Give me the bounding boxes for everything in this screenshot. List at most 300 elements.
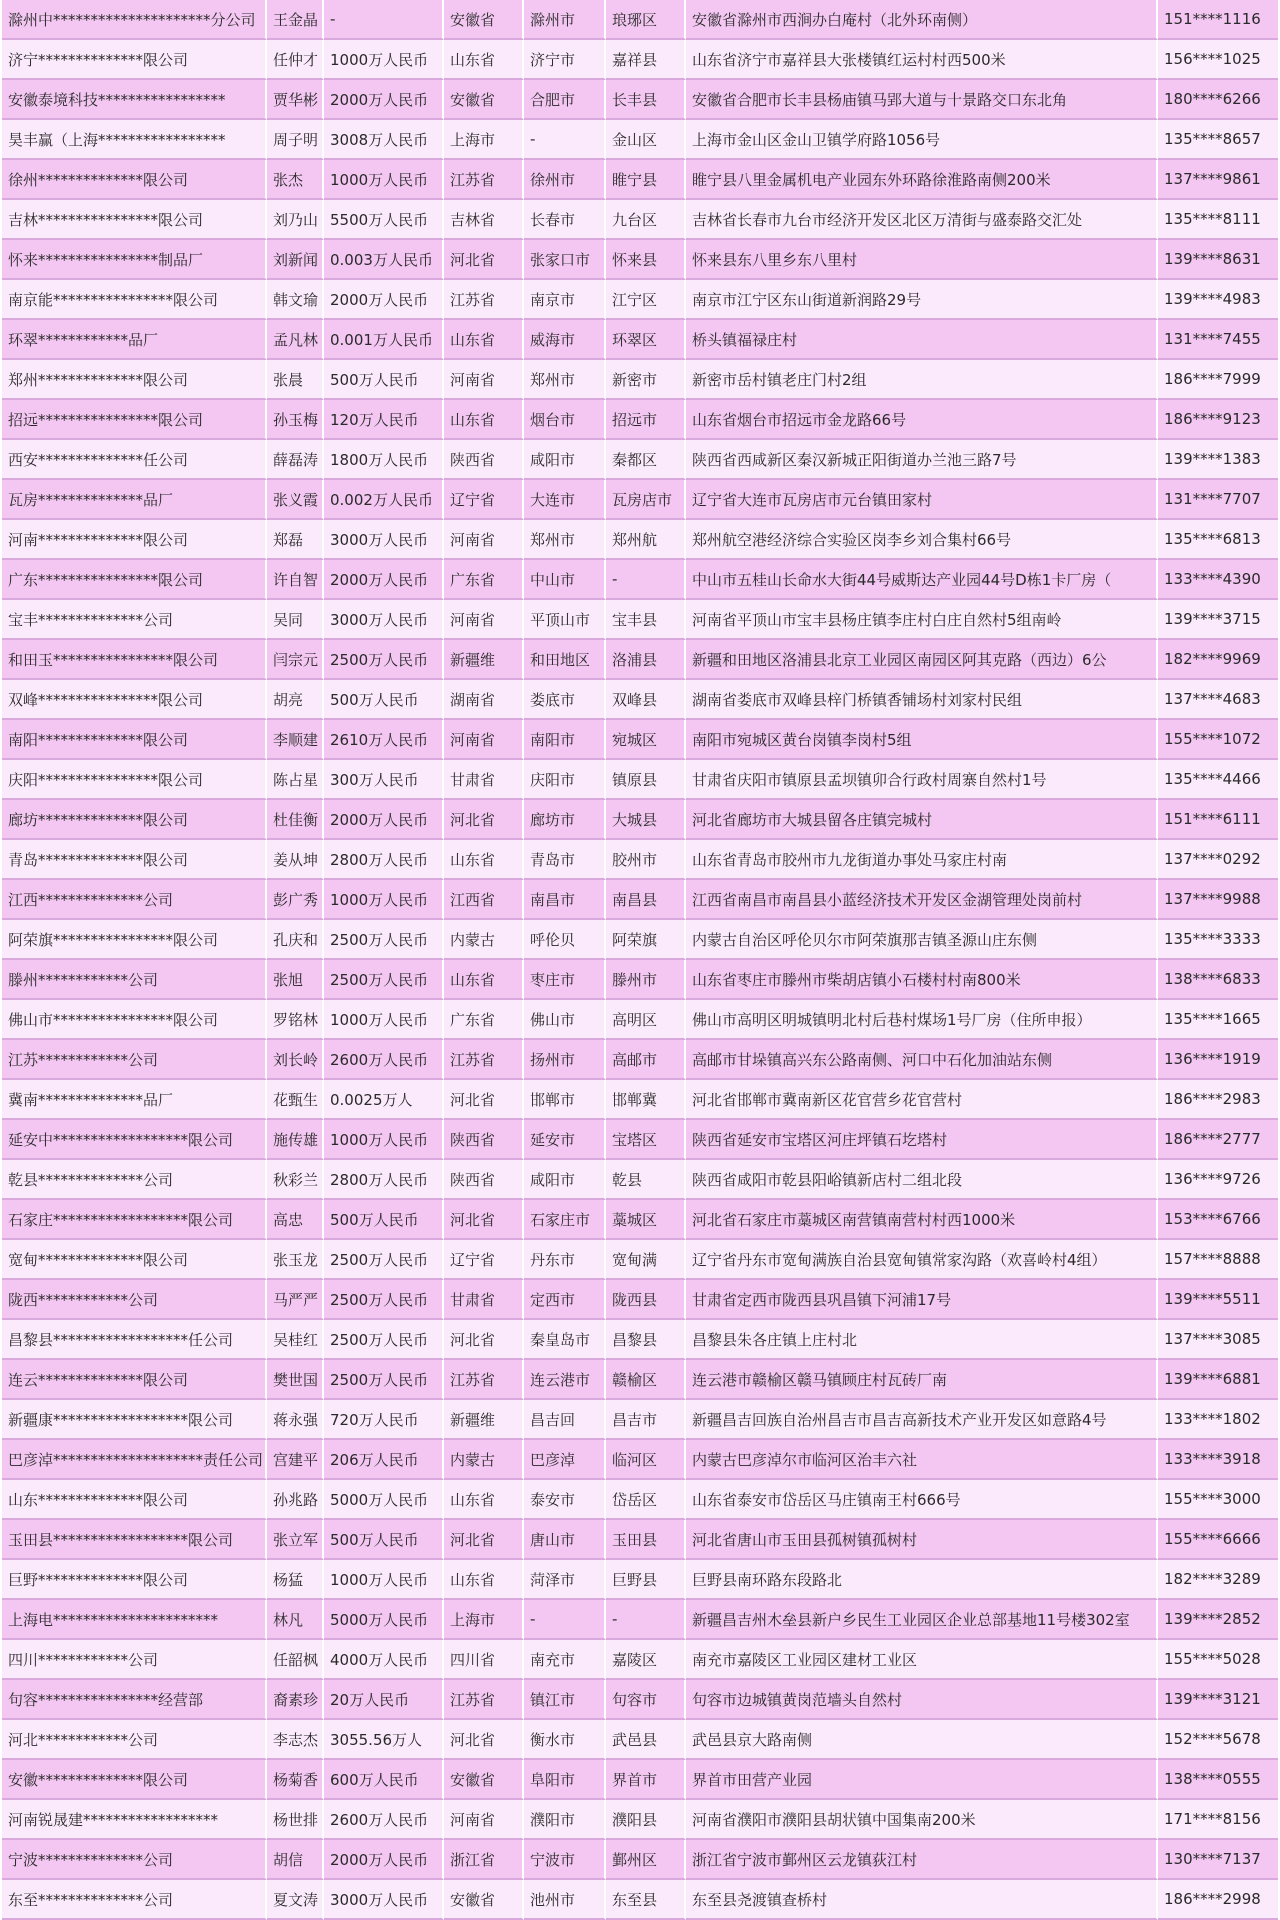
district-cell: 胶州市 [606, 840, 686, 880]
table-row [2, 600, 1278, 640]
district-cell: 昌吉市 [606, 1400, 686, 1440]
province-cell: 山东省 [444, 400, 524, 440]
phone-cell: 139****3715 [1158, 600, 1278, 640]
district-cell: 邯郸冀 [606, 1080, 686, 1120]
district-cell: 玉田县 [606, 1520, 686, 1560]
contact-cell: 李志杰 [267, 1720, 324, 1760]
contact-cell: 樊世国 [267, 1360, 324, 1400]
contact-cell: 马严严 [267, 1280, 324, 1320]
district-cell: 嘉祥县 [606, 40, 686, 80]
contact-cell: 姜从坤 [267, 840, 324, 880]
table-row [2, 40, 1278, 80]
company-name-cell: 玉田县******************限公司 [2, 1520, 267, 1560]
company-name-cell: 徐州**************限公司 [2, 160, 267, 200]
company-name-cell: 双峰****************限公司 [2, 680, 267, 720]
city-cell: 郑州市 [524, 360, 606, 400]
phone-cell: 155****3000 [1158, 1480, 1278, 1520]
company-name-cell: 环翠************品厂 [2, 320, 267, 360]
city-cell: 呼伦贝 [524, 920, 606, 960]
capital-cell: 5000万人民币 [324, 1600, 444, 1640]
city-cell: 衡水市 [524, 1720, 606, 1760]
phone-cell: 186****9123 [1158, 400, 1278, 440]
province-cell: 山东省 [444, 40, 524, 80]
city-cell: 张家口市 [524, 240, 606, 280]
capital-cell: 206万人民币 [324, 1440, 444, 1480]
address-cell: 河南省濮阳市濮阳县胡状镇中国集南200米 [686, 1800, 1158, 1840]
table-row [2, 560, 1278, 600]
address-cell: 山东省枣庄市滕州市柴胡店镇小石楼村村南800米 [686, 960, 1158, 1000]
district-cell: 大城县 [606, 800, 686, 840]
address-cell: 陕西省延安市宝塔区河庄坪镇石圪塔村 [686, 1120, 1158, 1160]
phone-cell: 135****3333 [1158, 920, 1278, 960]
province-cell: 河南省 [444, 520, 524, 560]
district-cell: 双峰县 [606, 680, 686, 720]
company-name-cell: 庆阳****************限公司 [2, 760, 267, 800]
city-cell: 枣庄市 [524, 960, 606, 1000]
address-cell: 南阳市宛城区黄台岗镇李岗村5组 [686, 720, 1158, 760]
capital-cell: 1800万人民币 [324, 440, 444, 480]
province-cell: 山东省 [444, 960, 524, 1000]
address-cell: 新疆昌吉州木垒县新户乡民生工业园区企业总部基地11号楼302室 [686, 1600, 1158, 1640]
province-cell: 河北省 [444, 1200, 524, 1240]
table-row [2, 640, 1278, 680]
company-name-cell: 河北************公司 [2, 1720, 267, 1760]
city-cell: 佛山市 [524, 1000, 606, 1040]
phone-cell: 131****7707 [1158, 480, 1278, 520]
contact-cell: 李顺建 [267, 720, 324, 760]
city-cell: 宁波市 [524, 1840, 606, 1880]
district-cell: 郑州航 [606, 520, 686, 560]
capital-cell: 2500万人民币 [324, 960, 444, 1000]
city-cell: 巴彦淖 [524, 1440, 606, 1480]
district-cell: 江宁区 [606, 280, 686, 320]
capital-cell: 120万人民币 [324, 400, 444, 440]
phone-cell: 139****5511 [1158, 1280, 1278, 1320]
province-cell: 广东省 [444, 1000, 524, 1040]
city-cell: 菏泽市 [524, 1560, 606, 1600]
company-name-cell: 陇西************公司 [2, 1280, 267, 1320]
province-cell: 河南省 [444, 720, 524, 760]
province-cell: 江苏省 [444, 1680, 524, 1720]
capital-cell: 3055.56万人 [324, 1720, 444, 1760]
contact-cell: 孙兆路 [267, 1480, 324, 1520]
capital-cell: 2610万人民币 [324, 720, 444, 760]
phone-cell: 155****1072 [1158, 720, 1278, 760]
capital-cell: 2500万人民币 [324, 920, 444, 960]
city-cell: 大连市 [524, 480, 606, 520]
province-cell: 安徽省 [444, 0, 524, 40]
contact-cell: 彭广秀 [267, 880, 324, 920]
table-row [2, 1560, 1278, 1600]
company-name-cell: 巴彦淖********************责任公司 [2, 1440, 267, 1480]
contact-cell: 周子明 [267, 120, 324, 160]
phone-cell: 131****7455 [1158, 320, 1278, 360]
capital-cell: 0.0025万人 [324, 1080, 444, 1120]
phone-cell: 186****7999 [1158, 360, 1278, 400]
address-cell: 句容市边城镇黄岗范墙头自然村 [686, 1680, 1158, 1720]
city-cell: 廊坊市 [524, 800, 606, 840]
capital-cell: 0.001万人民币 [324, 320, 444, 360]
phone-cell: 151****6111 [1158, 800, 1278, 840]
city-cell: 徐州市 [524, 160, 606, 200]
city-cell: 秦皇岛市 [524, 1320, 606, 1360]
district-cell: 陇西县 [606, 1280, 686, 1320]
company-name-cell: 郑州**************限公司 [2, 360, 267, 400]
district-cell: 乾县 [606, 1160, 686, 1200]
table-row [2, 120, 1278, 160]
company-name-cell: 新疆康******************限公司 [2, 1400, 267, 1440]
phone-cell: 139****4983 [1158, 280, 1278, 320]
capital-cell: - [324, 0, 444, 40]
company-name-cell: 延安中******************限公司 [2, 1120, 267, 1160]
district-cell: 界首市 [606, 1760, 686, 1800]
capital-cell: 500万人民币 [324, 1520, 444, 1560]
contact-cell: 蒋永强 [267, 1400, 324, 1440]
phone-cell: 139****1383 [1158, 440, 1278, 480]
capital-cell: 0.003万人民币 [324, 240, 444, 280]
district-cell: 阿荣旗 [606, 920, 686, 960]
table-row [2, 80, 1278, 120]
contact-cell: 林凡 [267, 1600, 324, 1640]
contact-cell: 贾华彬 [267, 80, 324, 120]
capital-cell: 1000万人民币 [324, 880, 444, 920]
province-cell: 陕西省 [444, 1120, 524, 1160]
city-cell: 连云港市 [524, 1360, 606, 1400]
company-name-cell: 乾县**************公司 [2, 1160, 267, 1200]
city-cell: 南昌市 [524, 880, 606, 920]
phone-cell: 136****1919 [1158, 1040, 1278, 1080]
capital-cell: 2500万人民币 [324, 1320, 444, 1360]
company-name-cell: 招远****************限公司 [2, 400, 267, 440]
province-cell: 上海市 [444, 1600, 524, 1640]
city-cell: 邯郸市 [524, 1080, 606, 1120]
phone-cell: 157****8888 [1158, 1240, 1278, 1280]
address-cell: 高邮市甘垛镇高兴东公路南侧、河口中石化加油站东侧 [686, 1040, 1158, 1080]
table-row [2, 1280, 1278, 1320]
capital-cell: 2500万人民币 [324, 1240, 444, 1280]
table-row [2, 400, 1278, 440]
company-name-cell: 南阳**************限公司 [2, 720, 267, 760]
phone-cell: 139****3121 [1158, 1680, 1278, 1720]
contact-cell: 花甄生 [267, 1080, 324, 1120]
capital-cell: 720万人民币 [324, 1400, 444, 1440]
city-cell: 娄底市 [524, 680, 606, 720]
district-cell: 昌黎县 [606, 1320, 686, 1360]
contact-cell: 吴桂红 [267, 1320, 324, 1360]
phone-cell: 137****3085 [1158, 1320, 1278, 1360]
phone-cell: 155****6666 [1158, 1520, 1278, 1560]
address-cell: 安徽省滁州市西涧办白庵村（北外环南侧） [686, 0, 1158, 40]
city-cell: 南充市 [524, 1640, 606, 1680]
address-cell: 山东省青岛市胶州市九龙街道办事处马家庄村南 [686, 840, 1158, 880]
address-cell: 江西省南昌市南昌县小蓝经济技术开发区金湖管理处岗前村 [686, 880, 1158, 920]
company-name-cell: 青岛**************限公司 [2, 840, 267, 880]
contact-cell: 刘乃山 [267, 200, 324, 240]
district-cell: 临河区 [606, 1440, 686, 1480]
capital-cell: 0.002万人民币 [324, 480, 444, 520]
province-cell: 安徽省 [444, 80, 524, 120]
capital-cell: 2500万人民币 [324, 1280, 444, 1320]
address-cell: 睢宁县八里金属机电产业园东外环路徐淮路南侧200米 [686, 160, 1158, 200]
province-cell: 甘肃省 [444, 1280, 524, 1320]
capital-cell: 1000万人民币 [324, 1120, 444, 1160]
company-name-cell: 廊坊**************限公司 [2, 800, 267, 840]
province-cell: 甘肃省 [444, 760, 524, 800]
address-cell: 上海市金山区金山卫镇学府路1056号 [686, 120, 1158, 160]
contact-cell: 闫宗元 [267, 640, 324, 680]
district-cell: 洛浦县 [606, 640, 686, 680]
contact-cell: 张晨 [267, 360, 324, 400]
city-cell: 青岛市 [524, 840, 606, 880]
table-row [2, 760, 1278, 800]
district-cell: 宛城区 [606, 720, 686, 760]
table-row [2, 240, 1278, 280]
city-cell: 平顶山市 [524, 600, 606, 640]
contact-cell: 郑磊 [267, 520, 324, 560]
contact-cell: 许自智 [267, 560, 324, 600]
contact-cell: 施传雄 [267, 1120, 324, 1160]
address-cell: 辽宁省丹东市宽甸满族自治县宽甸镇常家沟路（欢喜岭村4组） [686, 1240, 1158, 1280]
city-cell: 丹东市 [524, 1240, 606, 1280]
address-cell: 甘肃省庆阳市镇原县孟坝镇卯合行政村周寨自然村1号 [686, 760, 1158, 800]
address-cell: 佛山市高明区明城镇明北村后巷村煤场1号厂房（住所申报） [686, 1000, 1158, 1040]
table-row [2, 1160, 1278, 1200]
address-cell: 武邑县京大路南侧 [686, 1720, 1158, 1760]
province-cell: 河北省 [444, 1520, 524, 1560]
contact-cell: 刘长岭 [267, 1040, 324, 1080]
address-cell: 新密市岳村镇老庄门村2组 [686, 360, 1158, 400]
company-name-cell: 昊丰赢（上海***************** [2, 120, 267, 160]
province-cell: 安徽省 [444, 1880, 524, 1920]
company-name-cell: 安徽泰境科技***************** [2, 80, 267, 120]
phone-cell: 135****1665 [1158, 1000, 1278, 1040]
capital-cell: 3000万人民币 [324, 600, 444, 640]
company-name-cell: 河南锐晟建****************** [2, 1800, 267, 1840]
city-cell: 扬州市 [524, 1040, 606, 1080]
city-cell: 延安市 [524, 1120, 606, 1160]
capital-cell: 5000万人民币 [324, 1480, 444, 1520]
phone-cell: 133****4390 [1158, 560, 1278, 600]
district-cell: 濮阳县 [606, 1800, 686, 1840]
address-cell: 南充市嘉陵区工业园区建材工业区 [686, 1640, 1158, 1680]
capital-cell: 2600万人民币 [324, 1040, 444, 1080]
table-row [2, 480, 1278, 520]
capital-cell: 3008万人民币 [324, 120, 444, 160]
province-cell: 吉林省 [444, 200, 524, 240]
company-name-cell: 和田玉****************限公司 [2, 640, 267, 680]
province-cell: 山东省 [444, 1480, 524, 1520]
district-cell: 巨野县 [606, 1560, 686, 1600]
company-name-cell: 济宁**************限公司 [2, 40, 267, 80]
city-cell: 和田地区 [524, 640, 606, 680]
province-cell: 辽宁省 [444, 1240, 524, 1280]
table-row [2, 1480, 1278, 1520]
province-cell: 江苏省 [444, 160, 524, 200]
contact-cell: 张立军 [267, 1520, 324, 1560]
phone-cell: 138****6833 [1158, 960, 1278, 1000]
district-cell: 长丰县 [606, 80, 686, 120]
phone-cell: 136****9726 [1158, 1160, 1278, 1200]
company-name-cell: 佛山市****************限公司 [2, 1000, 267, 1040]
city-cell: 唐山市 [524, 1520, 606, 1560]
district-cell: 瓦房店市 [606, 480, 686, 520]
city-cell: 庆阳市 [524, 760, 606, 800]
contact-cell: 吴同 [267, 600, 324, 640]
province-cell: 湖南省 [444, 680, 524, 720]
address-cell: 东至县尧渡镇查桥村 [686, 1880, 1158, 1920]
table-row [2, 440, 1278, 480]
district-cell: 鄞州区 [606, 1840, 686, 1880]
capital-cell: 300万人民币 [324, 760, 444, 800]
contact-cell: 杨世排 [267, 1800, 324, 1840]
phone-cell: 137****9861 [1158, 160, 1278, 200]
address-cell: 新疆和田地区洛浦县北京工业园区南园区阿其克路（西边）6公 [686, 640, 1158, 680]
table-row [2, 840, 1278, 880]
contact-cell: 张义霞 [267, 480, 324, 520]
contact-cell: 宫建平 [267, 1440, 324, 1480]
capital-cell: 2000万人民币 [324, 280, 444, 320]
table-row [2, 800, 1278, 840]
city-cell: 滁州市 [524, 0, 606, 40]
district-cell: 环翠区 [606, 320, 686, 360]
table-row [2, 1320, 1278, 1360]
company-name-cell: 南京能****************限公司 [2, 280, 267, 320]
province-cell: 河南省 [444, 360, 524, 400]
capital-cell: 3000万人民币 [324, 1880, 444, 1920]
district-cell: 宽甸满 [606, 1240, 686, 1280]
city-cell: 威海市 [524, 320, 606, 360]
province-cell: 广东省 [444, 560, 524, 600]
address-cell: 山东省泰安市岱岳区马庄镇南王村666号 [686, 1480, 1158, 1520]
company-name-cell: 阿荣旗****************限公司 [2, 920, 267, 960]
province-cell: 山东省 [444, 840, 524, 880]
city-cell: 长春市 [524, 200, 606, 240]
contact-cell: 胡信 [267, 1840, 324, 1880]
company-name-cell: 句容****************经营部 [2, 1680, 267, 1720]
contact-cell: 罗铭林 [267, 1000, 324, 1040]
district-cell: 招远市 [606, 400, 686, 440]
address-cell: 南京市江宁区东山街道新润路29号 [686, 280, 1158, 320]
phone-cell: 180****6266 [1158, 80, 1278, 120]
district-cell: 句容市 [606, 1680, 686, 1720]
province-cell: 浙江省 [444, 1840, 524, 1880]
phone-cell: 130****7137 [1158, 1840, 1278, 1880]
address-cell: 山东省烟台市招远市金龙路66号 [686, 400, 1158, 440]
province-cell: 新疆维 [444, 1400, 524, 1440]
table-row [2, 680, 1278, 720]
city-cell: 南阳市 [524, 720, 606, 760]
address-cell: 怀来县东八里乡东八里村 [686, 240, 1158, 280]
province-cell: 山东省 [444, 320, 524, 360]
phone-cell: 186****2983 [1158, 1080, 1278, 1120]
phone-cell: 155****5028 [1158, 1640, 1278, 1680]
company-name-cell: 四川************公司 [2, 1640, 267, 1680]
district-cell: - [606, 1600, 686, 1640]
table-row [2, 1680, 1278, 1720]
contact-cell: 孔庆和 [267, 920, 324, 960]
contact-cell: 陈占星 [267, 760, 324, 800]
table-row [2, 160, 1278, 200]
city-cell: 合肥市 [524, 80, 606, 120]
phone-cell: 137****4683 [1158, 680, 1278, 720]
province-cell: 河南省 [444, 600, 524, 640]
province-cell: 河北省 [444, 1320, 524, 1360]
capital-cell: 1000万人民币 [324, 1000, 444, 1040]
address-cell: 安徽省合肥市长丰县杨庙镇马郢大道与十景路交口东北角 [686, 80, 1158, 120]
address-cell: 中山市五桂山长命水大街44号威斯达产业园44号D栋1卡厂房（ [686, 560, 1158, 600]
district-cell: 赣榆区 [606, 1360, 686, 1400]
capital-cell: 500万人民币 [324, 1200, 444, 1240]
phone-cell: 152****5678 [1158, 1720, 1278, 1760]
contact-cell: 韩文瑜 [267, 280, 324, 320]
province-cell: 山东省 [444, 1560, 524, 1600]
address-cell: 吉林省长春市九台市经济开发区北区万清街与盛泰路交汇处 [686, 200, 1158, 240]
table-row [2, 360, 1278, 400]
phone-cell: 135****8111 [1158, 200, 1278, 240]
contact-cell: 孟凡林 [267, 320, 324, 360]
phone-cell: 182****9969 [1158, 640, 1278, 680]
capital-cell: 4000万人民币 [324, 1640, 444, 1680]
company-name-cell: 连云**************限公司 [2, 1360, 267, 1400]
address-cell: 内蒙古巴彦淖尔市临河区治丰六社 [686, 1440, 1158, 1480]
company-name-cell: 东至**************公司 [2, 1880, 267, 1920]
company-name-cell: 广东****************限公司 [2, 560, 267, 600]
province-cell: 江苏省 [444, 1360, 524, 1400]
address-cell: 巨野县南环路东段路北 [686, 1560, 1158, 1600]
address-cell: 辽宁省大连市瓦房店市元台镇田家村 [686, 480, 1158, 520]
table-row [2, 1600, 1278, 1640]
district-cell: 滕州市 [606, 960, 686, 1000]
phone-cell: 133****1802 [1158, 1400, 1278, 1440]
capital-cell: 2600万人民币 [324, 1800, 444, 1840]
district-cell: 金山区 [606, 120, 686, 160]
phone-cell: 151****1116 [1158, 0, 1278, 40]
table-body [2, 0, 1278, 1920]
city-cell: 定西市 [524, 1280, 606, 1320]
capital-cell: 600万人民币 [324, 1760, 444, 1800]
district-cell: 南昌县 [606, 880, 686, 920]
address-cell: 甘肃省定西市陇西县巩昌镇下河浦17号 [686, 1280, 1158, 1320]
city-cell: 郑州市 [524, 520, 606, 560]
contact-cell: 高忠 [267, 1200, 324, 1240]
table-row [2, 1080, 1278, 1120]
company-name-cell: 怀来****************制品厂 [2, 240, 267, 280]
city-cell: 中山市 [524, 560, 606, 600]
company-table [2, 0, 1278, 1920]
company-name-cell: 山东**************限公司 [2, 1480, 267, 1520]
phone-cell: 186****2777 [1158, 1120, 1278, 1160]
table-row [2, 1360, 1278, 1400]
table-row [2, 1120, 1278, 1160]
contact-cell: 胡亮 [267, 680, 324, 720]
province-cell: 陕西省 [444, 440, 524, 480]
province-cell: 新疆维 [444, 640, 524, 680]
province-cell: 河北省 [444, 1720, 524, 1760]
address-cell: 河南省平顶山市宝丰县杨庄镇李庄村白庄自然村5组南岭 [686, 600, 1158, 640]
district-cell: 新密市 [606, 360, 686, 400]
table-row [2, 320, 1278, 360]
address-cell: 湖南省娄底市双峰县梓门桥镇香铺场村刘家村民组 [686, 680, 1158, 720]
capital-cell: 3000万人民币 [324, 520, 444, 560]
address-cell: 内蒙古自治区呼伦贝尔市阿荣旗那吉镇圣源山庄东侧 [686, 920, 1158, 960]
city-cell: 昌吉回 [524, 1400, 606, 1440]
phone-cell: 135****8657 [1158, 120, 1278, 160]
contact-cell: 秋彩兰 [267, 1160, 324, 1200]
address-cell: 陕西省西咸新区秦汉新城正阳街道办兰池三路7号 [686, 440, 1158, 480]
table-row [2, 1720, 1278, 1760]
district-cell: 睢宁县 [606, 160, 686, 200]
address-cell: 界首市田营产业园 [686, 1760, 1158, 1800]
